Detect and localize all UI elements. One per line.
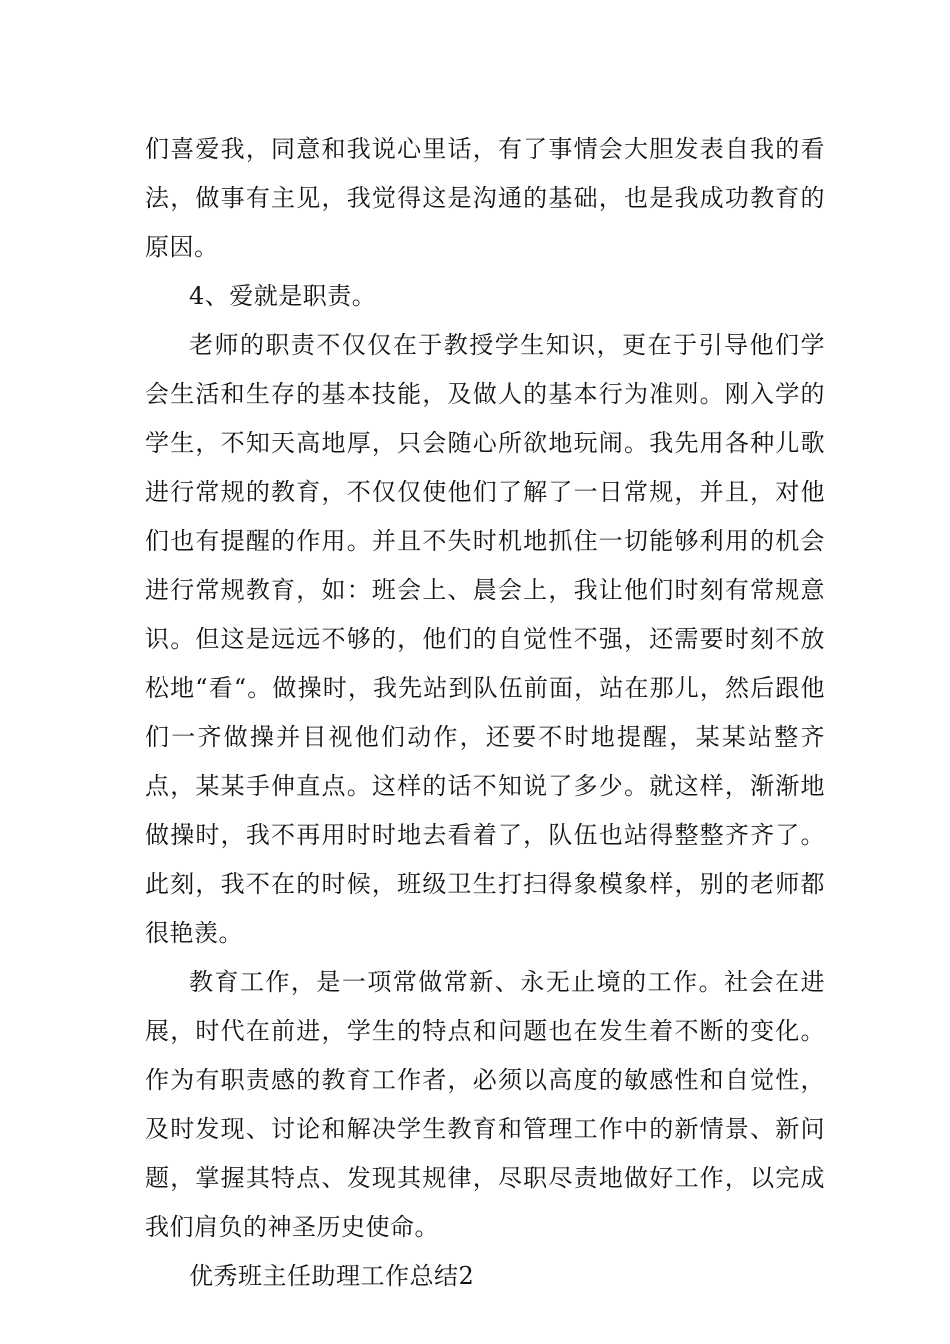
paragraph-teacher-duty: 老师的职责不仅仅在于教授学生知识，更在于引导他们学会生活和生存的基本技能，及做人的基本行为准则。刚入学的学生，不知天高地厚，只会随心所欲地玩闹。我先用各种儿歌进行常规的教育，不仅仅使他们了解了一日常规，并且，对他们也有提醒的作用。并且不失时机地抓住一切能够利用的机会进行常规教育，如：班会上、晨会上，我让他们时刻有常规意识。但这是远远不够的，他们的自觉性不强，还需要时刻不放松地“看“。做操时，我先站到队伍前面，站在那儿，然后跟他们一齐做操并目视他们动作，还要不时地提醒，某某站整齐点，某某手伸直点。这样的话不知说了多少。就这样，渐渐地做操时，我不再用时时地去看着了，队伍也站得整整齐齐了。此刻，我不在的时候，班级卫生打扫得象模象样，别的老师都很艳羡。 — [145, 331, 825, 947]
paragraph-heading-love-is-duty: 4、爱就是职责。 — [189, 282, 377, 310]
paragraph-continuation: 们喜爱我，同意和我说心里话，有了事情会大胆发表自我的看法，做事有主见，我觉得这是沟通的基础，也是我成功教育的原因。 — [145, 135, 825, 261]
section-title: 优秀班主任助理工作总结2 — [189, 1262, 475, 1290]
paragraph-education-work: 教育工作，是一项常做常新、永无止境的工作。社会在进展，时代在前进，学生的特点和问题也在发生着不断的变化。作为有职责感的教育工作者，必须以高度的敏感性和自觉性，及时发现、讨论和解决学生教育和管理工作中的新情景、新问题，掌握其特点、发现其规律，尽职尽责地做好工作，以完成我们肩负的神圣历史使命。 — [145, 968, 825, 1241]
document-body — [145, 125, 825, 1301]
